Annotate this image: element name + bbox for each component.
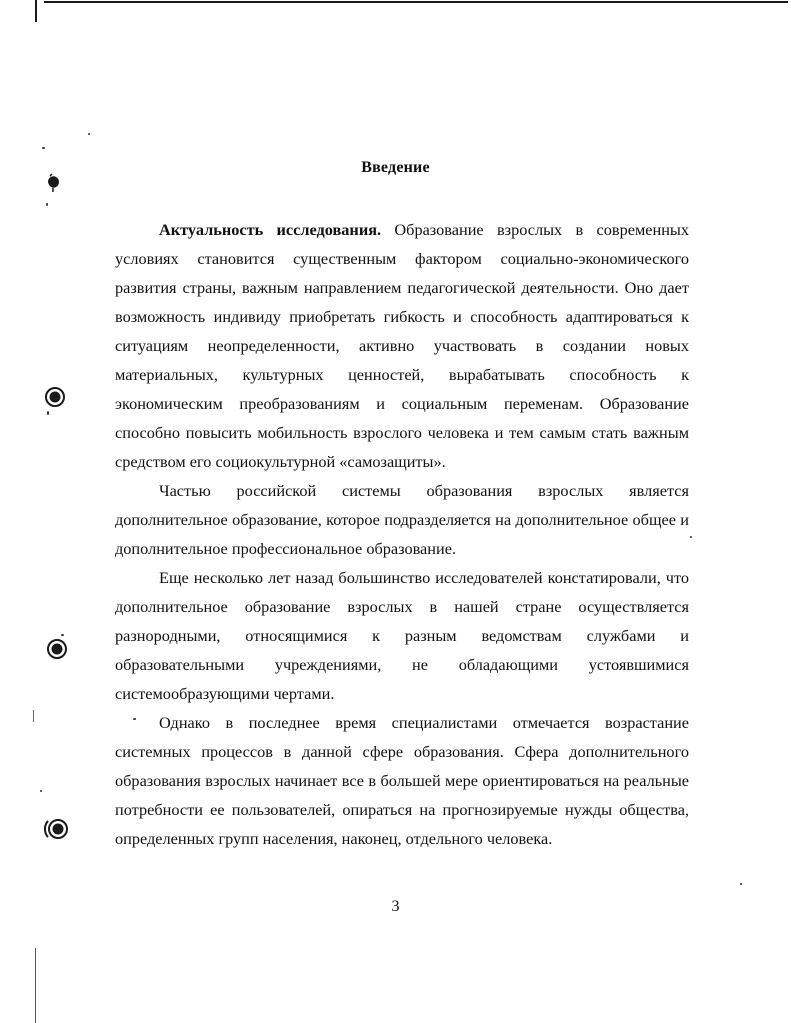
punch-hole-icon <box>44 634 70 662</box>
paragraph <box>115 708 689 853</box>
page-number: 3 <box>391 898 400 915</box>
scan-speck <box>740 883 742 885</box>
scan-left-edge-lower <box>35 948 36 1023</box>
scan-speck <box>40 790 42 792</box>
scan-speck <box>42 147 45 149</box>
paragraph <box>115 563 689 708</box>
scan-left-edge <box>35 0 37 22</box>
paragraph-text: Образование взрослых в современных условиях становится существенным фактором социально-экономического развития страны, важным направлением педагогической деятельности. Оно дает возможность индивиду приобретать гибкость и способность адаптироваться к ситуациям неопределенности, активно участвовать в создании новых материальных, культурных ценностей, вырабатывать способность к экономическим преобразованиям и социальным переменам. Образование способно повысить мобильность взрослого человека и тем самым стать важным средством его социокультурной «самозащиты». <box>115 220 689 471</box>
scan-speck <box>88 133 90 135</box>
paragraph-text: Еще несколько лет назад большинство исследователей констатировали, что дополнительное образование взрослых в нашей стране осуществляется разнородными, относящимися к разным ведомствам службами и образовательными учреждениями, не обладающими устоявшимися системообразующими чертами. <box>115 568 689 703</box>
punch-hole-icon <box>42 815 72 843</box>
scan-speck <box>690 536 692 538</box>
page-title: Введение <box>361 159 430 176</box>
scan-top-edge <box>44 1 788 3</box>
paragraph-text: Однако в последнее время специалистами отмечается возрастание системных процессов в данной сфере образования. Сфера дополнительного образования взрослых начинает все в большей мере ориентироваться на реальные потребности ее пользователей, опираться на прогнозируемые нужды общества, определенных групп населения, наконец, отдельного человека. <box>115 713 689 848</box>
scan-speck <box>46 203 48 206</box>
paragraph-text: Частью российской системы образования взрослых является дополнительное образование, которое подразделяется на дополнительное общее и дополнительное профессиональное образование. <box>115 481 689 558</box>
punch-hole-icon <box>42 384 68 410</box>
scan-edge-mark <box>33 710 34 722</box>
scan-speck <box>47 411 49 415</box>
paragraph <box>115 476 689 563</box>
paragraph-lead: Актуальность исследования. <box>159 220 382 239</box>
paragraph <box>115 215 689 476</box>
body-text <box>115 215 689 853</box>
